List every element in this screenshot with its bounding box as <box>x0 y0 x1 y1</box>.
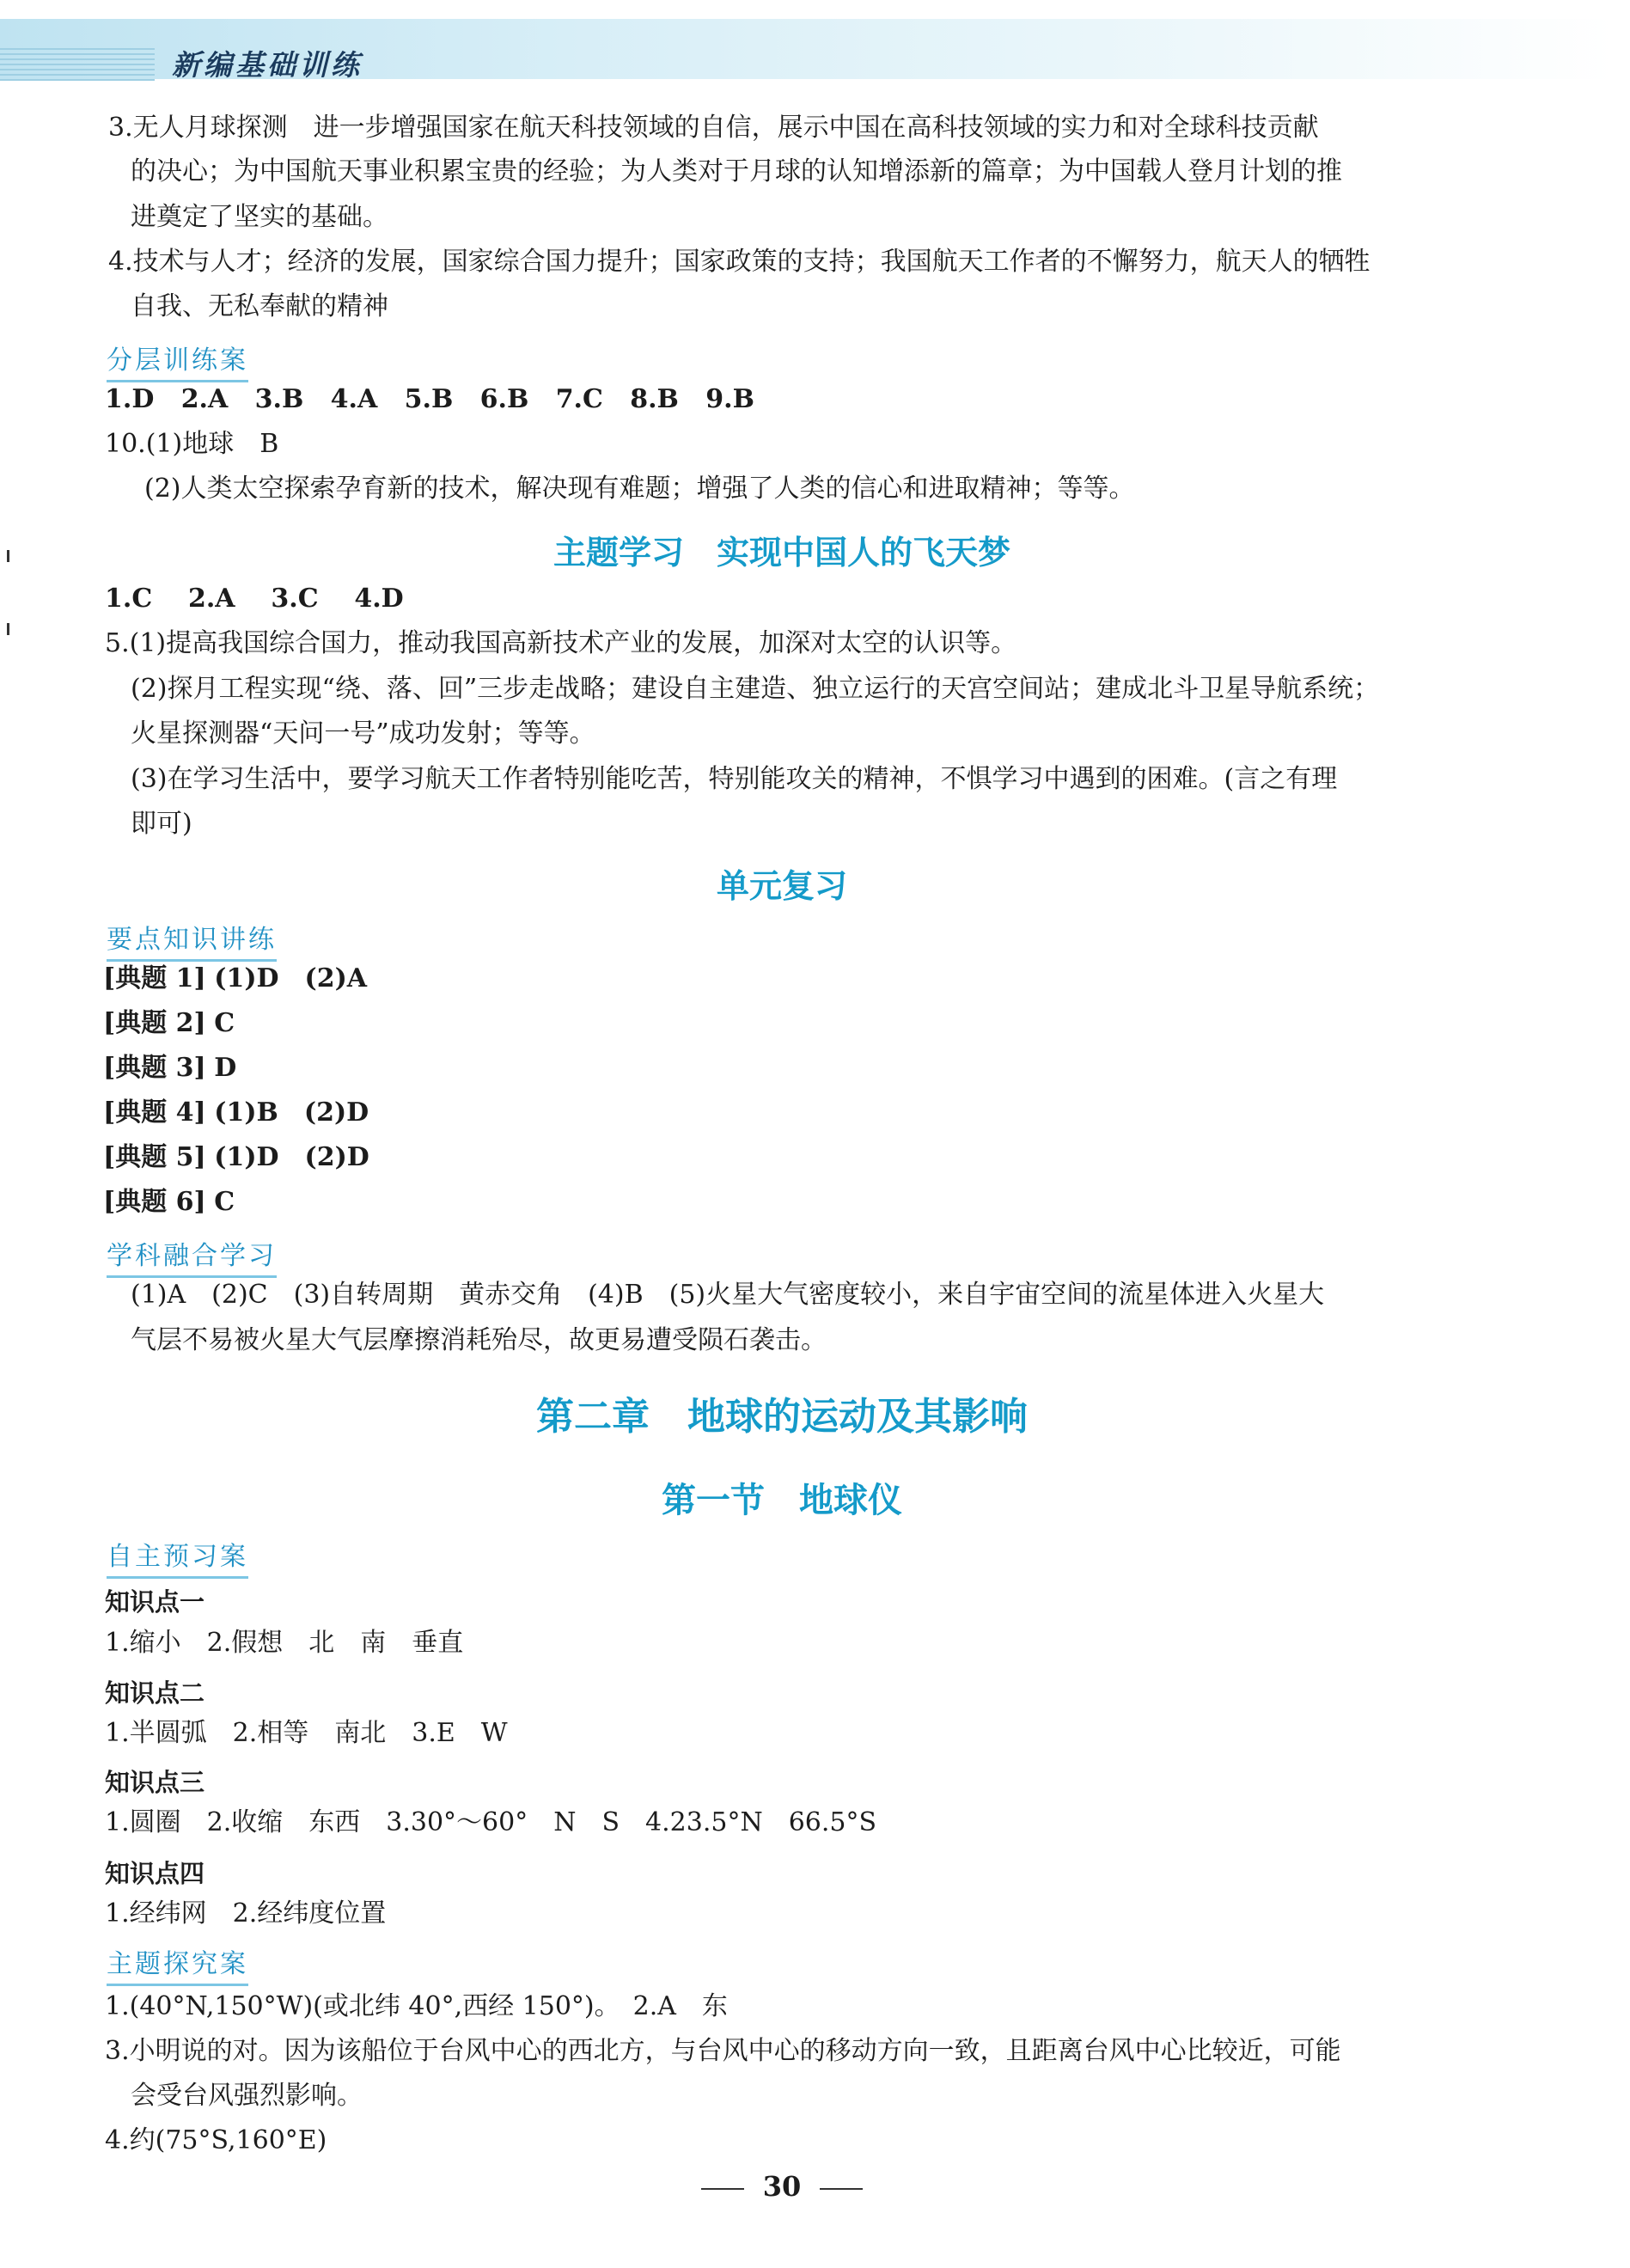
book-brand: 新编基础训练 <box>172 48 363 82</box>
answer: 6.B <box>479 384 529 414</box>
theme-title: 主题学习 实现中国人的飞天梦 <box>552 534 1010 572</box>
answer: 7.C <box>555 384 603 414</box>
answer: 2.A <box>180 384 229 414</box>
text-line: 气层不易被火星大气层摩擦消耗殆尽，故更易遭受陨石袭击。 <box>131 1325 827 1355</box>
example-answer: C <box>214 1187 235 1217</box>
example-tag: [典题 2] <box>103 1008 206 1038</box>
text-line: 的决心；为中国航天事业积累宝贵的经验；为人类对于月球的认知增添新的篇章；为中国载人登月计划的推 <box>131 156 1342 186</box>
example-answer: C <box>214 1008 235 1038</box>
section-label-layered-training: 分层训练案 <box>107 339 248 382</box>
knowledge-point-heading: 知识点四 <box>105 1859 205 1888</box>
section-label-key-points: 要点知识讲练 <box>107 918 277 962</box>
example-row <box>103 964 367 993</box>
knowledge-point-heading: 知识点一 <box>105 1587 205 1617</box>
example-answer: D <box>214 1053 237 1083</box>
example-row <box>103 1009 235 1038</box>
page-number-dash <box>820 2188 863 2190</box>
margin-mark <box>7 623 9 635</box>
example-answer: (1)D (2)D <box>214 1142 369 1172</box>
example-tag: [典题 6] <box>103 1187 206 1217</box>
text-line: 4.约(75°S,160°E) <box>105 2125 327 2155</box>
text-line: 1.半圆弧 2.相等 南北 3.E W <box>105 1718 508 1748</box>
text-line: 1.圆圈 2.收缩 东西 3.30°～60° N S 4.23.5°N 66.5°S <box>105 1807 877 1837</box>
answer: 5.B <box>404 384 454 414</box>
text-line: 1.经纬网 2.经纬度位置 <box>105 1898 387 1929</box>
example-row <box>103 1098 369 1128</box>
section-label-interdisciplinary: 学科融合学习 <box>107 1234 277 1278</box>
page-number-value: 30 <box>762 2170 802 2203</box>
text-line: 1.(40°N,150°W)(或北纬 40°,西经 150°)。 2.A 东 <box>105 1991 728 2021</box>
answer: 4.A <box>330 384 378 414</box>
page-number <box>0 2170 1564 2203</box>
example-answer: (1)D (2)A <box>214 963 368 993</box>
knowledge-point-heading: 知识点二 <box>105 1678 205 1708</box>
example-tag: [典题 3] <box>103 1053 206 1083</box>
text-line: (2)探月工程实现“绕、落、回”三步走战略；建设自主建造、独立运行的天宫空间站；建成北斗卫星导航系统； <box>131 674 1380 704</box>
example-row <box>103 1188 235 1217</box>
example-tag: [典题 5] <box>103 1142 206 1172</box>
example-row <box>103 1054 236 1083</box>
section-label-self-preview: 自主预习案 <box>107 1535 248 1579</box>
review-title: 单元复习 <box>716 867 847 905</box>
text-line: 进奠定了坚实的基础。 <box>131 202 388 232</box>
answer: 3.B <box>254 384 304 414</box>
text-line: (2)人类太空探索孕育新的技术，解决现有难题；增强了人类的信心和进取精神；等等。 <box>144 474 1135 504</box>
answer-row <box>105 385 754 414</box>
example-answer: (1)B (2)D <box>214 1097 369 1128</box>
section-title: 第一节 地球仪 <box>662 1481 902 1520</box>
example-tag: [典题 1] <box>103 963 206 993</box>
answer: 3.C <box>271 584 319 614</box>
knowledge-point-heading: 知识点三 <box>105 1768 205 1797</box>
answer: 8.B <box>630 384 679 414</box>
text-line: (1)A (2)C (3)自转周期 黄赤交角 (4)B (5)火星大气密度较小，来自宇宙空间的流星体进入火星大 <box>131 1280 1325 1310</box>
header-decoration <box>0 48 155 83</box>
example-row <box>103 1143 369 1172</box>
text-line: 3.无人月球探测 进一步增强国家在航天科技领域的自信，展示中国在高科技领域的实力和对全球科技贡献 <box>108 113 1319 143</box>
text-line: 自我、无私奉献的精神 <box>131 291 388 321</box>
text-line: 即可) <box>131 809 192 839</box>
text-line: 3.小明说的对。因为该船位于台风中心的西北方，与台风中心的移动方向一致，且距离台风中心比较近，可能 <box>105 2036 1341 2066</box>
answer: 4.D <box>354 584 404 614</box>
answer-row <box>105 584 404 614</box>
text-line: 5.(1)提高我国综合国力，推动我国高新技术产业的发展，加深对太空的认识等。 <box>105 628 1017 658</box>
text-line: 火星探测器“天问一号”成功发射；等等。 <box>131 718 595 749</box>
answer: 9.B <box>705 384 754 414</box>
example-tag: [典题 4] <box>103 1097 206 1128</box>
answer: 2.A <box>187 584 235 614</box>
page-number-dash <box>701 2188 744 2190</box>
text-line: 4.技术与人才；经济的发展，国家综合国力提升；国家政策的支持；我国航天工作者的不懈努力，航天人的牺牲 <box>108 247 1371 277</box>
text-line: (3)在学习生活中，要学习航天工作者特别能吃苦，特别能攻关的精神，不惧学习中遇到的困难。(言之有理 <box>131 764 1338 794</box>
text-line: 1.缩小 2.假想 北 南 垂直 <box>105 1628 464 1658</box>
answer: 1.D <box>105 384 155 414</box>
answer: 1.C <box>105 584 153 614</box>
text-line: 会受台风强烈影响。 <box>131 2081 363 2111</box>
section-label-topic-inquiry: 主题探究案 <box>107 1942 248 1986</box>
chapter-title: 第二章 地球的运动及其影响 <box>536 1395 1028 1439</box>
text-line: 10.(1)地球 B <box>105 429 279 459</box>
